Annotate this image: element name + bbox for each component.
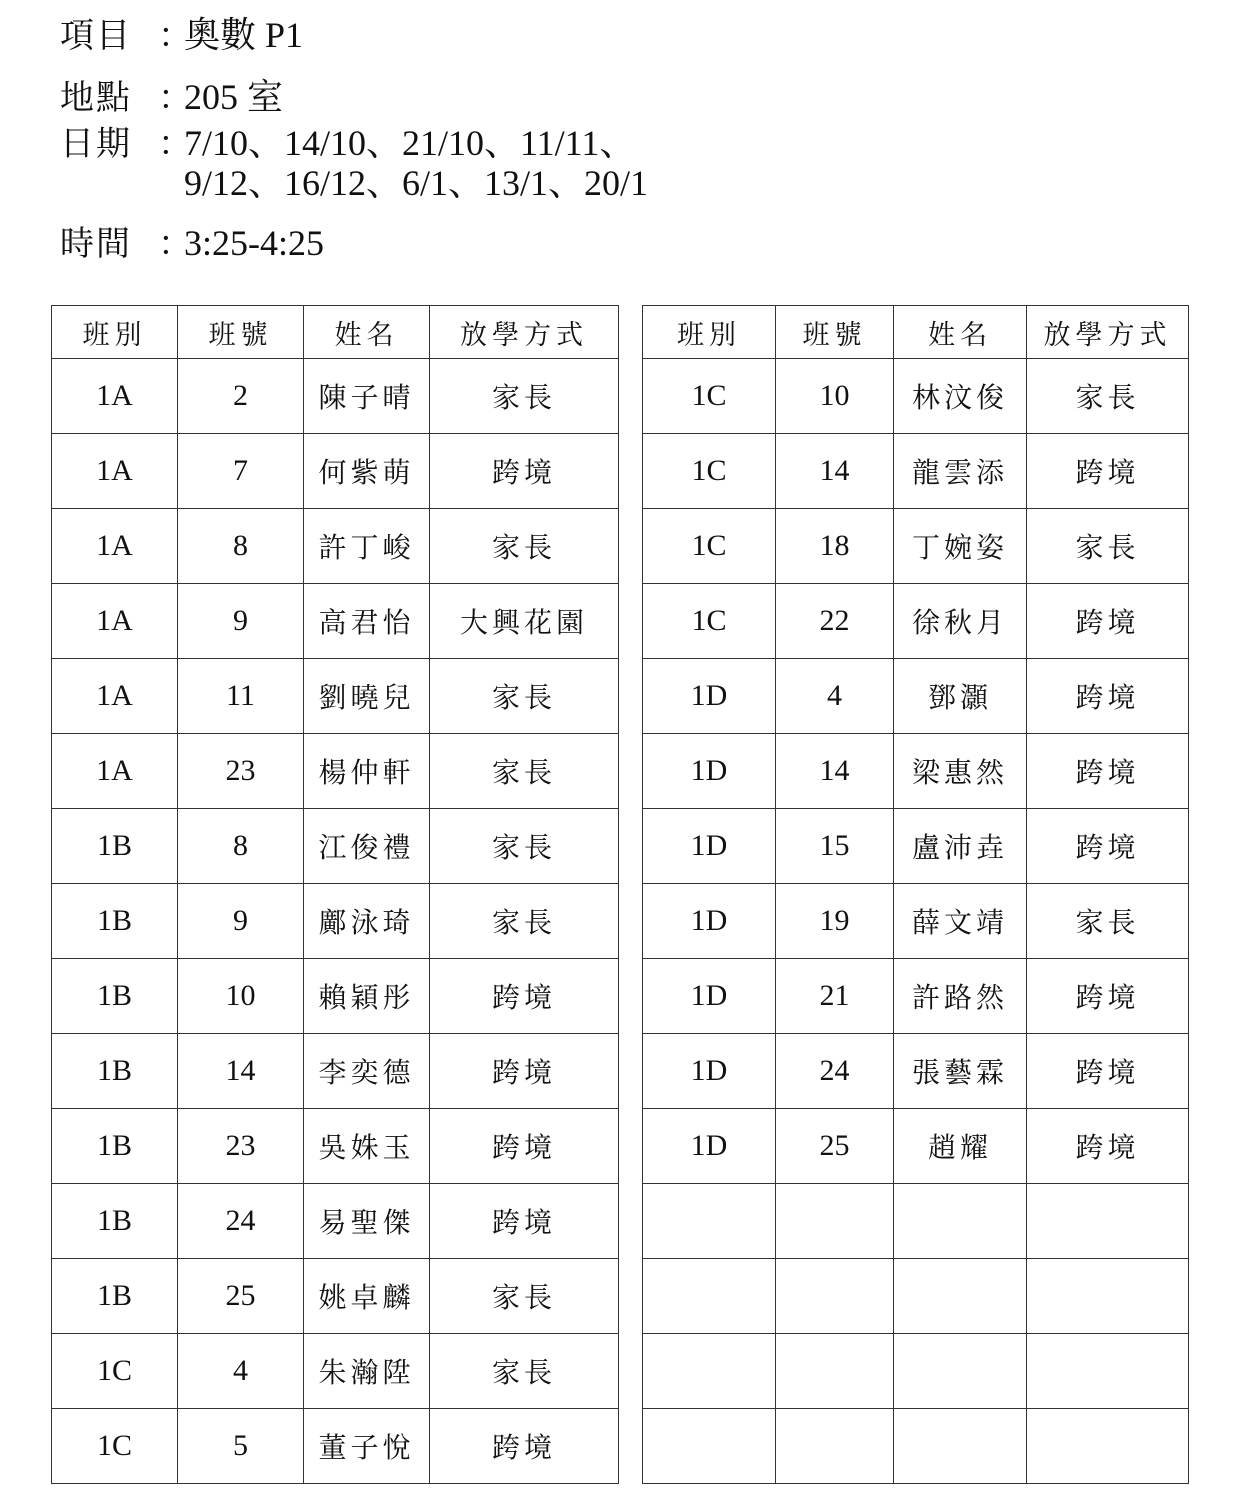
cell-name: 梁惠然 xyxy=(894,734,1027,809)
cell-number: 14 xyxy=(776,434,894,509)
cell-class: 1D xyxy=(643,959,776,1034)
cell-class xyxy=(643,1334,776,1409)
table-row xyxy=(643,959,1189,1034)
cell-name: 林汶俊 xyxy=(894,359,1027,434)
table-row xyxy=(52,1034,619,1109)
cell-number xyxy=(776,1184,894,1259)
cell-number: 24 xyxy=(178,1184,304,1259)
cell-class: 1B xyxy=(52,884,178,959)
table-row xyxy=(52,959,619,1034)
table-row xyxy=(643,584,1189,659)
table-row xyxy=(643,434,1189,509)
cell-name: 何紫萌 xyxy=(304,434,430,509)
cell-class: 1B xyxy=(52,1109,178,1184)
header-number: 班號 xyxy=(776,306,894,359)
header-class: 班別 xyxy=(643,306,776,359)
cell-dismissal: 家長 xyxy=(430,359,619,434)
cell-number: 9 xyxy=(178,884,304,959)
dates-line xyxy=(60,122,635,165)
cell-dismissal: 跨境 xyxy=(430,1109,619,1184)
table-row xyxy=(52,1334,619,1409)
cell-name: 姚卓麟 xyxy=(304,1259,430,1334)
table-row xyxy=(643,509,1189,584)
table-row xyxy=(52,1184,619,1259)
cell-number: 24 xyxy=(776,1034,894,1109)
cell-number: 14 xyxy=(776,734,894,809)
cell-class: 1D xyxy=(643,809,776,884)
location-value: 205 室 xyxy=(184,77,284,117)
cell-number: 23 xyxy=(178,1109,304,1184)
cell-dismissal: 跨境 xyxy=(1027,809,1189,884)
cell-number: 22 xyxy=(776,584,894,659)
roster-table-left xyxy=(51,305,619,1484)
cell-name: 高君怡 xyxy=(304,584,430,659)
table-row xyxy=(52,584,619,659)
dates-value-line2: 9/12、16/12、6/1、13/1、20/1 xyxy=(184,163,649,203)
header-dismissal: 放學方式 xyxy=(1027,306,1189,359)
cell-dismissal: 跨境 xyxy=(1027,959,1189,1034)
table-row xyxy=(52,359,619,434)
cell-number: 7 xyxy=(178,434,304,509)
time-line xyxy=(60,222,324,265)
cell-name: 趙耀 xyxy=(894,1109,1027,1184)
cell-dismissal: 家長 xyxy=(430,1259,619,1334)
table-row xyxy=(643,1184,1189,1259)
cell-name xyxy=(894,1259,1027,1334)
cell-number: 8 xyxy=(178,809,304,884)
cell-name: 吳姝玉 xyxy=(304,1109,430,1184)
table-row xyxy=(643,1409,1189,1484)
cell-name: 薛文靖 xyxy=(894,884,1027,959)
cell-class: 1C xyxy=(643,584,776,659)
dates-value-line1: 7/10、14/10、21/10、11/11、 xyxy=(184,123,636,163)
cell-class: 1B xyxy=(52,1184,178,1259)
table-row xyxy=(52,509,619,584)
cell-dismissal: 家長 xyxy=(430,659,619,734)
dates-label: 日期 xyxy=(60,124,132,164)
table-row xyxy=(52,659,619,734)
cell-class: 1A xyxy=(52,734,178,809)
cell-class: 1D xyxy=(643,659,776,734)
table-row xyxy=(52,884,619,959)
time-value: 3:25-4:25 xyxy=(184,223,324,263)
cell-number: 21 xyxy=(776,959,894,1034)
table-row xyxy=(643,1034,1189,1109)
table-row xyxy=(643,734,1189,809)
cell-dismissal: 家長 xyxy=(430,809,619,884)
table-row xyxy=(52,1409,619,1484)
cell-number: 2 xyxy=(178,359,304,434)
cell-number: 25 xyxy=(776,1109,894,1184)
cell-number: 25 xyxy=(178,1259,304,1334)
cell-dismissal: 跨境 xyxy=(430,959,619,1034)
table-row xyxy=(52,734,619,809)
cell-class: 1B xyxy=(52,809,178,884)
cell-number: 23 xyxy=(178,734,304,809)
cell-number: 10 xyxy=(178,959,304,1034)
location-colon: ： xyxy=(158,78,192,118)
cell-number: 18 xyxy=(776,509,894,584)
table-row xyxy=(643,884,1189,959)
cell-dismissal: 跨境 xyxy=(1027,1034,1189,1109)
cell-dismissal: 跨境 xyxy=(430,434,619,509)
roster-table-right xyxy=(642,305,1189,1484)
cell-name: 丁婉姿 xyxy=(894,509,1027,584)
cell-dismissal xyxy=(1027,1409,1189,1484)
cell-class: 1C xyxy=(52,1409,178,1484)
cell-name: 鄺泳琦 xyxy=(304,884,430,959)
cell-number xyxy=(776,1409,894,1484)
table-row xyxy=(52,1109,619,1184)
cell-dismissal: 跨境 xyxy=(1027,434,1189,509)
cell-name xyxy=(894,1184,1027,1259)
cell-class: 1D xyxy=(643,734,776,809)
project-value: 奧數 P1 xyxy=(184,15,304,55)
cell-dismissal: 跨境 xyxy=(430,1409,619,1484)
cell-number: 14 xyxy=(178,1034,304,1109)
project-colon: ： xyxy=(158,16,192,56)
cell-number: 19 xyxy=(776,884,894,959)
table-header-row xyxy=(52,306,619,359)
cell-name: 賴穎彤 xyxy=(304,959,430,1034)
cell-number: 15 xyxy=(776,809,894,884)
table-row xyxy=(643,659,1189,734)
cell-dismissal xyxy=(1027,1334,1189,1409)
table-row xyxy=(52,1259,619,1334)
project-line xyxy=(60,14,303,57)
table-header-row xyxy=(643,306,1189,359)
cell-class: 1A xyxy=(52,509,178,584)
cell-dismissal: 家長 xyxy=(430,884,619,959)
cell-dismissal: 跨境 xyxy=(1027,659,1189,734)
cell-class xyxy=(643,1409,776,1484)
cell-class: 1B xyxy=(52,1034,178,1109)
cell-dismissal: 跨境 xyxy=(430,1184,619,1259)
cell-name: 徐秋月 xyxy=(894,584,1027,659)
cell-dismissal: 家長 xyxy=(430,1334,619,1409)
cell-class xyxy=(643,1184,776,1259)
cell-name: 楊仲軒 xyxy=(304,734,430,809)
cell-dismissal: 家長 xyxy=(1027,359,1189,434)
cell-dismissal: 跨境 xyxy=(1027,584,1189,659)
cell-class: 1D xyxy=(643,884,776,959)
header-name: 姓名 xyxy=(304,306,430,359)
table-row xyxy=(643,809,1189,884)
cell-class: 1A xyxy=(52,659,178,734)
cell-name: 劉曉兒 xyxy=(304,659,430,734)
cell-number: 4 xyxy=(776,659,894,734)
cell-name: 江俊禮 xyxy=(304,809,430,884)
cell-name: 李奕德 xyxy=(304,1034,430,1109)
location-line xyxy=(60,76,283,119)
cell-name xyxy=(894,1409,1027,1484)
cell-number: 9 xyxy=(178,584,304,659)
cell-number: 11 xyxy=(178,659,304,734)
cell-class: 1C xyxy=(643,359,776,434)
cell-name: 盧沛垚 xyxy=(894,809,1027,884)
cell-dismissal: 家長 xyxy=(1027,884,1189,959)
cell-name: 朱瀚陞 xyxy=(304,1334,430,1409)
cell-dismissal xyxy=(1027,1259,1189,1334)
cell-class: 1C xyxy=(643,434,776,509)
header-dismissal: 放學方式 xyxy=(430,306,619,359)
time-colon: ： xyxy=(158,224,192,264)
cell-class: 1C xyxy=(52,1334,178,1409)
cell-class: 1A xyxy=(52,584,178,659)
cell-name: 許路然 xyxy=(894,959,1027,1034)
cell-number: 5 xyxy=(178,1409,304,1484)
table-row xyxy=(643,359,1189,434)
cell-name: 易聖傑 xyxy=(304,1184,430,1259)
cell-class: 1D xyxy=(643,1034,776,1109)
cell-name: 龍雲添 xyxy=(894,434,1027,509)
cell-class: 1B xyxy=(52,959,178,1034)
location-label: 地點 xyxy=(60,78,132,118)
project-label: 項目 xyxy=(60,16,132,56)
cell-class: 1A xyxy=(52,359,178,434)
cell-dismissal: 大興花園 xyxy=(430,584,619,659)
time-label: 時間 xyxy=(60,224,132,264)
header-number: 班號 xyxy=(178,306,304,359)
table-row xyxy=(643,1334,1189,1409)
cell-name: 張藝霖 xyxy=(894,1034,1027,1109)
cell-class: 1C xyxy=(643,509,776,584)
cell-number: 10 xyxy=(776,359,894,434)
cell-dismissal: 跨境 xyxy=(1027,1109,1189,1184)
table-row xyxy=(643,1109,1189,1184)
cell-dismissal xyxy=(1027,1184,1189,1259)
table-row xyxy=(52,809,619,884)
dates-colon: ： xyxy=(158,124,192,164)
cell-number: 8 xyxy=(178,509,304,584)
table-row xyxy=(52,434,619,509)
cell-name xyxy=(894,1334,1027,1409)
cell-name: 鄧灝 xyxy=(894,659,1027,734)
table-row xyxy=(643,1259,1189,1334)
cell-dismissal: 跨境 xyxy=(1027,734,1189,809)
cell-dismissal: 跨境 xyxy=(430,1034,619,1109)
cell-dismissal: 家長 xyxy=(430,509,619,584)
cell-number xyxy=(776,1334,894,1409)
cell-dismissal: 家長 xyxy=(1027,509,1189,584)
cell-class: 1B xyxy=(52,1259,178,1334)
header-class: 班別 xyxy=(52,306,178,359)
cell-number xyxy=(776,1259,894,1334)
cell-class: 1A xyxy=(52,434,178,509)
cell-dismissal: 家長 xyxy=(430,734,619,809)
cell-name: 許丁峻 xyxy=(304,509,430,584)
cell-class: 1D xyxy=(643,1109,776,1184)
cell-name: 陳子晴 xyxy=(304,359,430,434)
cell-number: 4 xyxy=(178,1334,304,1409)
cell-name: 董子悅 xyxy=(304,1409,430,1484)
cell-class xyxy=(643,1259,776,1334)
header-name: 姓名 xyxy=(894,306,1027,359)
